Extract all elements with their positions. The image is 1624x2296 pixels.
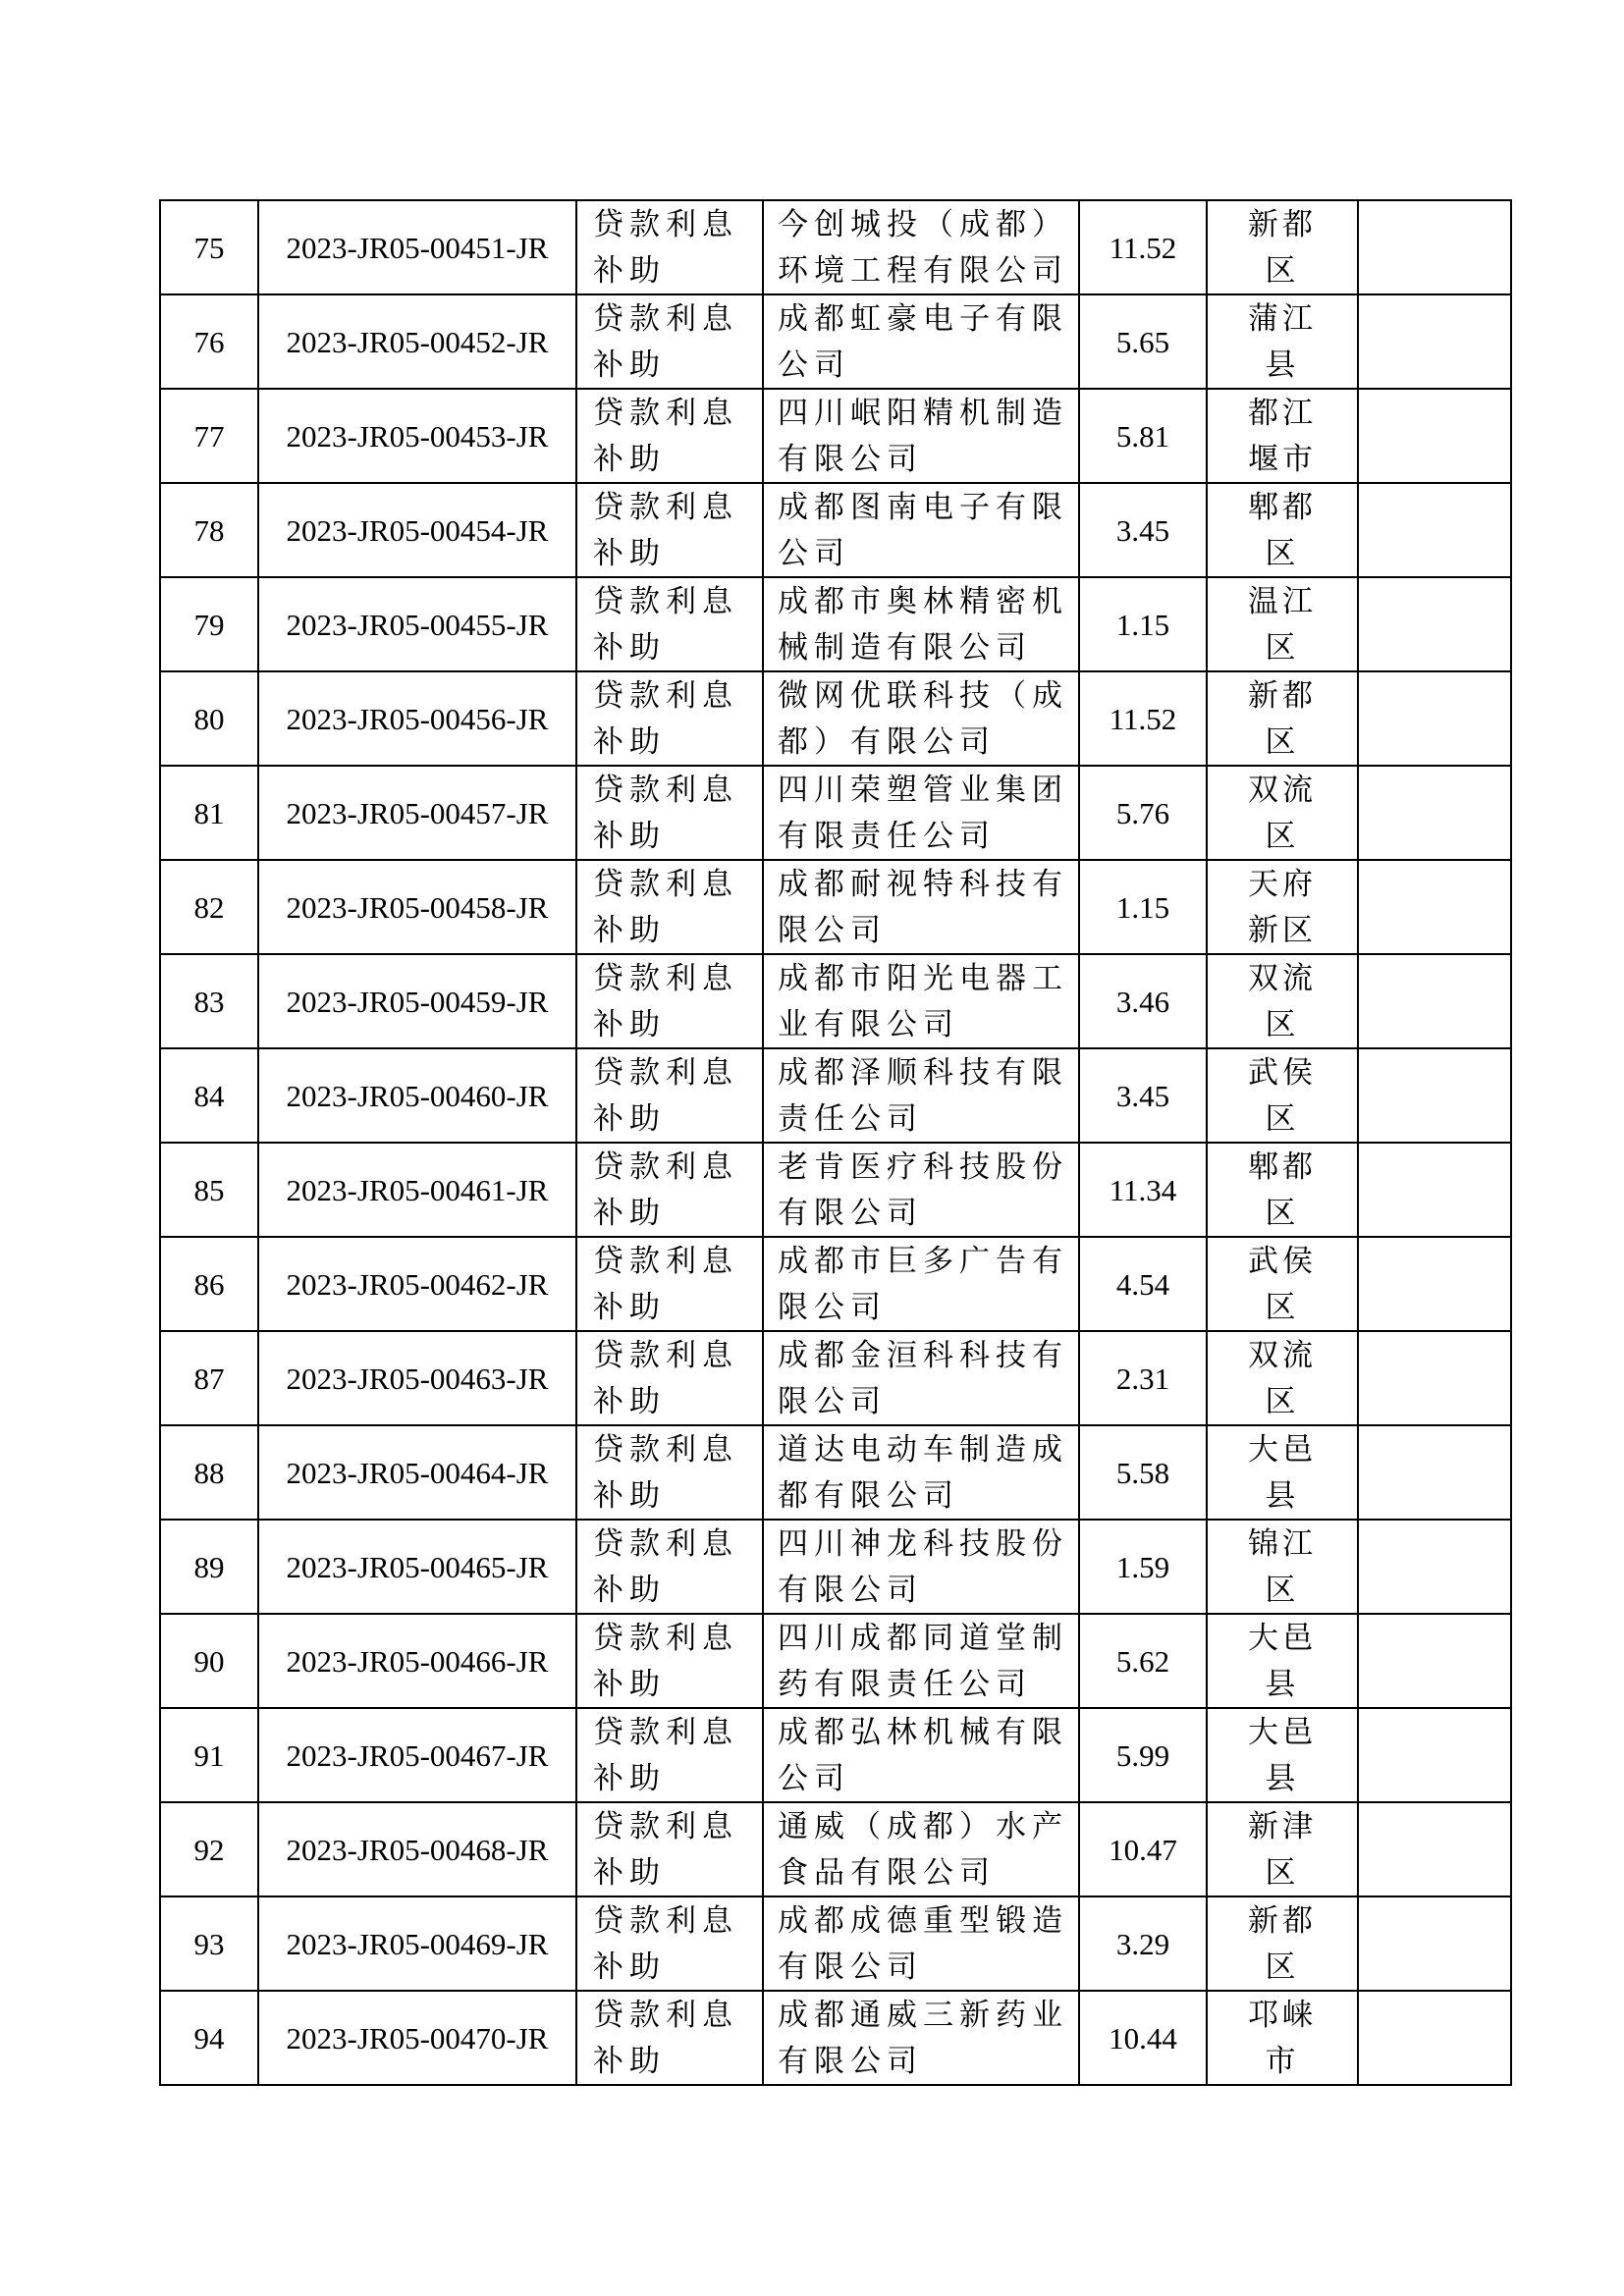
project-code-cell [258,200,576,294]
amount-text: 5.99 [1115,1737,1170,1773]
district-text: 新津区 [1248,1809,1317,1890]
row-number-text: 83 [193,984,225,1019]
row-number-text: 91 [193,1737,225,1773]
table-row [160,1143,1511,1237]
row-number-cell [160,483,258,577]
subsidy-type-text: 贷款利息补助 [593,584,738,665]
amount-cell [1079,671,1207,766]
district-text: 武侯区 [1248,1244,1317,1324]
company-name-cell [763,1143,1079,1237]
project-code-text: 2023-JR05-00460-JR [286,1078,549,1113]
district-cell [1207,860,1358,954]
company-name-text: 成都弘林机械有限公司 [778,1715,1068,1795]
row-number-text: 78 [193,512,225,548]
amount-cell [1079,860,1207,954]
project-code-cell [258,671,576,766]
project-code-text: 2023-JR05-00463-JR [286,1361,549,1396]
district-cell [1207,1802,1358,1896]
company-name-text: 成都耐视特科技有限公司 [778,867,1068,947]
district-cell [1207,1331,1358,1425]
amount-cell [1079,1048,1207,1143]
district-text: 大邑县 [1248,1621,1317,1701]
row-number-cell [160,766,258,860]
project-code-text: 2023-JR05-00465-JR [286,1549,549,1584]
table-row [160,954,1511,1048]
row-number-cell [160,1143,258,1237]
table-row [160,294,1511,389]
district-text: 蒲江县 [1248,301,1317,382]
project-code-text: 2023-JR05-00469-JR [286,1926,549,1961]
district-text: 锦江区 [1248,1526,1317,1607]
company-name-cell [763,671,1079,766]
subsidy-type-cell [576,954,763,1048]
company-name-text: 四川荣塑管业集团有限责任公司 [778,773,1068,853]
subsidy-type-cell [576,1143,763,1237]
project-code-text: 2023-JR05-00458-JR [286,889,549,925]
district-cell [1207,1520,1358,1614]
company-name-text: 老肯医疗科技股份有限公司 [778,1149,1068,1230]
subsidy-type-text: 贷款利息补助 [593,207,738,288]
project-code-text: 2023-JR05-00459-JR [286,984,549,1019]
company-name-cell [763,577,1079,671]
subsidy-type-cell [576,1991,763,2085]
subsidy-type-text: 贷款利息补助 [593,1715,738,1795]
company-name-cell [763,766,1079,860]
table-row [160,1237,1511,1331]
company-name-cell [763,1237,1079,1331]
table-row [160,1802,1511,1896]
subsidy-type-text: 贷款利息补助 [593,1621,738,1701]
district-cell [1207,200,1358,294]
row-number-text: 77 [193,418,225,454]
project-code-cell [258,483,576,577]
district-cell [1207,1614,1358,1708]
company-name-cell [763,1991,1079,2085]
subsidy-type-cell [576,1614,763,1708]
company-name-text: 四川成都同道堂制药有限责任公司 [778,1621,1068,1701]
company-name-text: 成都市阳光电器工业有限公司 [778,961,1068,1041]
project-code-cell [258,1520,576,1614]
company-name-text: 成都虹豪电子有限公司 [778,301,1068,382]
company-name-text: 四川神龙科技股份有限公司 [778,1526,1068,1607]
amount-cell [1079,389,1207,483]
project-code-cell [258,1425,576,1520]
company-name-cell [763,1520,1079,1614]
table-row [160,671,1511,766]
district-cell [1207,577,1358,671]
company-name-cell [763,1425,1079,1520]
company-name-cell [763,1331,1079,1425]
amount-cell [1079,954,1207,1048]
table-row [160,1425,1511,1520]
note-cell [1358,1425,1511,1520]
subsidy-type-cell [576,1425,763,1520]
subsidy-type-cell [576,1896,763,1991]
subsidy-type-text: 贷款利息补助 [593,396,738,476]
company-name-cell [763,1614,1079,1708]
district-cell [1207,766,1358,860]
note-cell [1358,1143,1511,1237]
project-code-cell [258,954,576,1048]
amount-cell [1079,577,1207,671]
project-code-text: 2023-JR05-00466-JR [286,1643,549,1679]
district-text: 邛崃市 [1248,1998,1317,2078]
district-cell [1207,1708,1358,1802]
district-text: 郫都区 [1248,490,1317,570]
project-code-text: 2023-JR05-00451-JR [286,230,549,265]
subsidy-type-cell [576,1520,763,1614]
project-code-text: 2023-JR05-00456-JR [286,701,549,736]
company-name-cell [763,294,1079,389]
company-name-text: 成都金洹科科技有限公司 [778,1338,1068,1418]
subsidy-type-text: 贷款利息补助 [593,867,738,947]
company-name-cell [763,389,1079,483]
table-row [160,1331,1511,1425]
company-name-cell [763,1048,1079,1143]
subsidy-type-text: 贷款利息补助 [593,1998,738,2078]
note-cell [1358,671,1511,766]
company-name-text: 通威（成都）水产食品有限公司 [778,1809,1068,1890]
district-text: 武侯区 [1248,1055,1317,1136]
project-code-cell [258,860,576,954]
subsidy-type-text: 贷款利息补助 [593,1903,738,1984]
amount-cell [1079,1802,1207,1896]
note-cell [1358,389,1511,483]
note-cell [1358,577,1511,671]
subsidy-type-text: 贷款利息补助 [593,301,738,382]
company-name-text: 成都图南电子有限公司 [778,490,1068,570]
note-cell [1358,766,1511,860]
amount-cell [1079,1425,1207,1520]
amount-cell [1079,766,1207,860]
amount-text: 2.31 [1115,1361,1170,1396]
district-text: 双流区 [1248,1338,1317,1418]
amount-text: 1.15 [1115,889,1170,925]
project-code-cell [258,766,576,860]
project-code-text: 2023-JR05-00457-JR [286,795,549,830]
amount-text: 3.45 [1115,512,1170,548]
row-number-text: 75 [193,230,225,265]
table-row [160,1708,1511,1802]
subsidy-type-text: 贷款利息补助 [593,1809,738,1890]
amount-cell [1079,483,1207,577]
amount-text: 3.46 [1115,984,1170,1019]
table-row [160,1614,1511,1708]
project-code-cell [258,1896,576,1991]
note-cell [1358,1520,1511,1614]
company-name-cell [763,860,1079,954]
amount-cell [1079,1520,1207,1614]
subsidy-type-cell [576,860,763,954]
amount-text: 1.59 [1115,1549,1170,1584]
district-text: 大邑县 [1248,1432,1317,1513]
amount-text: 5.65 [1115,324,1170,359]
row-number-text: 80 [193,701,225,736]
project-code-text: 2023-JR05-00454-JR [286,512,549,548]
district-text: 新都区 [1248,1903,1317,1984]
company-name-cell [763,1802,1079,1896]
district-text: 大邑县 [1248,1715,1317,1795]
row-number-cell [160,1896,258,1991]
subsidy-type-cell [576,1331,763,1425]
row-number-cell [160,294,258,389]
row-number-cell [160,577,258,671]
note-cell [1358,860,1511,954]
table-row [160,1896,1511,1991]
subsidy-type-text: 贷款利息补助 [593,678,738,759]
row-number-cell [160,389,258,483]
row-number-cell [160,1048,258,1143]
table-body [160,200,1511,2085]
note-cell [1358,200,1511,294]
project-code-text: 2023-JR05-00468-JR [286,1832,549,1867]
note-cell [1358,954,1511,1048]
row-number-text: 84 [193,1078,225,1113]
district-cell [1207,294,1358,389]
table-row [160,200,1511,294]
project-code-text: 2023-JR05-00470-JR [286,2020,549,2056]
subsidy-type-text: 贷款利息补助 [593,1244,738,1324]
note-cell [1358,1048,1511,1143]
district-cell [1207,1048,1358,1143]
amount-cell [1079,1143,1207,1237]
company-name-text: 道达电动车制造成都有限公司 [778,1432,1068,1513]
amount-cell [1079,200,1207,294]
project-code-text: 2023-JR05-00464-JR [286,1455,549,1490]
amount-cell [1079,294,1207,389]
subsidy-type-text: 贷款利息补助 [593,490,738,570]
subsidy-type-cell [576,1802,763,1896]
company-name-cell [763,483,1079,577]
company-name-cell [763,1896,1079,1991]
company-name-text: 成都泽顺科技有限责任公司 [778,1055,1068,1136]
note-cell [1358,1991,1511,2085]
amount-text: 5.81 [1115,418,1170,454]
subsidy-type-text: 贷款利息补助 [593,773,738,853]
row-number-text: 88 [193,1455,225,1490]
note-cell [1358,1237,1511,1331]
subsidy-type-cell [576,1048,763,1143]
district-cell [1207,1896,1358,1991]
amount-text: 10.44 [1109,2020,1177,2056]
amount-text: 5.62 [1115,1643,1170,1679]
table-row [160,483,1511,577]
project-code-cell [258,1331,576,1425]
district-text: 天府新区 [1248,867,1317,947]
project-code-cell [258,1048,576,1143]
district-cell [1207,483,1358,577]
row-number-cell [160,1708,258,1802]
project-code-cell [258,1143,576,1237]
row-number-cell [160,1520,258,1614]
project-code-cell [258,294,576,389]
amount-cell [1079,1708,1207,1802]
company-name-text: 成都通威三新药业有限公司 [778,1998,1068,2078]
amount-cell [1079,1896,1207,1991]
amount-text: 11.52 [1109,701,1177,736]
district-cell [1207,389,1358,483]
project-code-text: 2023-JR05-00461-JR [286,1172,549,1207]
note-cell [1358,1614,1511,1708]
company-name-text: 成都市奥林精密机械制造有限公司 [778,584,1068,665]
amount-cell [1079,1237,1207,1331]
table-row [160,577,1511,671]
amount-text: 3.29 [1115,1926,1170,1961]
row-number-cell [160,860,258,954]
amount-text: 5.58 [1115,1455,1170,1490]
district-cell [1207,954,1358,1048]
amount-text: 5.76 [1115,795,1170,830]
project-code-cell [258,1237,576,1331]
subsidy-type-cell [576,671,763,766]
row-number-text: 87 [193,1361,225,1396]
subsidy-type-text: 贷款利息补助 [593,1432,738,1513]
subsidy-type-cell [576,483,763,577]
row-number-text: 93 [193,1926,225,1961]
note-cell [1358,1802,1511,1896]
amount-cell [1079,1614,1207,1708]
row-number-cell [160,200,258,294]
district-text: 新都区 [1248,678,1317,759]
subsidy-type-text: 贷款利息补助 [593,1149,738,1230]
subsidy-type-cell [576,200,763,294]
note-cell [1358,1331,1511,1425]
row-number-text: 89 [193,1549,225,1584]
subsidy-type-text: 贷款利息补助 [593,961,738,1041]
subsidy-type-cell [576,577,763,671]
row-number-text: 79 [193,607,225,642]
row-number-text: 82 [193,889,225,925]
project-code-cell [258,1802,576,1896]
note-cell [1358,1896,1511,1991]
row-number-cell [160,1614,258,1708]
subsidy-type-cell [576,1708,763,1802]
amount-text: 4.54 [1115,1266,1170,1302]
subsidy-table [159,199,1512,2086]
project-code-cell [258,577,576,671]
district-cell [1207,671,1358,766]
company-name-text: 微网优联科技（成都）有限公司 [778,678,1068,759]
amount-text: 11.52 [1109,230,1177,265]
table-row [160,389,1511,483]
note-cell [1358,294,1511,389]
project-code-cell [258,1708,576,1802]
district-text: 双流区 [1248,773,1317,853]
subsidy-type-text: 贷款利息补助 [593,1055,738,1136]
row-number-text: 86 [193,1266,225,1302]
table-row [160,766,1511,860]
district-text: 新都区 [1248,207,1317,288]
amount-text: 10.47 [1109,1832,1177,1867]
project-code-text: 2023-JR05-00462-JR [286,1266,549,1302]
amount-cell [1079,1331,1207,1425]
row-number-text: 90 [193,1643,225,1679]
company-name-text: 成都成德重型锻造有限公司 [778,1903,1068,1984]
row-number-text: 81 [193,795,225,830]
row-number-text: 94 [193,2020,225,2056]
table-row [160,1048,1511,1143]
subsidy-type-cell [576,766,763,860]
row-number-text: 76 [193,324,225,359]
project-code-text: 2023-JR05-00467-JR [286,1737,549,1773]
company-name-cell [763,200,1079,294]
row-number-text: 92 [193,1832,225,1867]
table-row [160,1991,1511,2085]
amount-text: 1.15 [1115,607,1170,642]
row-number-cell [160,671,258,766]
company-name-text: 四川岷阳精机制造有限公司 [778,396,1068,476]
district-text: 郫都区 [1248,1149,1317,1230]
amount-cell [1079,1991,1207,2085]
table-row [160,860,1511,954]
subsidy-type-cell [576,1237,763,1331]
amount-text: 11.34 [1109,1172,1177,1207]
row-number-cell [160,1331,258,1425]
row-number-cell [160,954,258,1048]
subsidy-type-text: 贷款利息补助 [593,1526,738,1607]
subsidy-type-text: 贷款利息补助 [593,1338,738,1418]
subsidy-type-cell [576,294,763,389]
table-row [160,1520,1511,1614]
project-code-text: 2023-JR05-00453-JR [286,418,549,454]
district-text: 双流区 [1248,961,1317,1041]
company-name-text: 今创城投（成都）环境工程有限公司 [778,207,1068,288]
row-number-cell [160,1991,258,2085]
district-text: 温江区 [1248,584,1317,665]
district-cell [1207,1991,1358,2085]
district-cell [1207,1237,1358,1331]
project-code-cell [258,1614,576,1708]
row-number-cell [160,1802,258,1896]
row-number-cell [160,1425,258,1520]
row-number-text: 85 [193,1172,225,1207]
company-name-cell [763,1708,1079,1802]
project-code-cell [258,1991,576,2085]
district-cell [1207,1143,1358,1237]
note-cell [1358,483,1511,577]
company-name-text: 成都市巨多广告有限公司 [778,1244,1068,1324]
project-code-text: 2023-JR05-00452-JR [286,324,549,359]
district-cell [1207,1425,1358,1520]
subsidy-type-cell [576,389,763,483]
note-cell [1358,1708,1511,1802]
district-text: 都江堰市 [1248,396,1317,476]
project-code-cell [258,389,576,483]
project-code-text: 2023-JR05-00455-JR [286,607,549,642]
row-number-cell [160,1237,258,1331]
amount-text: 3.45 [1115,1078,1170,1113]
company-name-cell [763,954,1079,1048]
